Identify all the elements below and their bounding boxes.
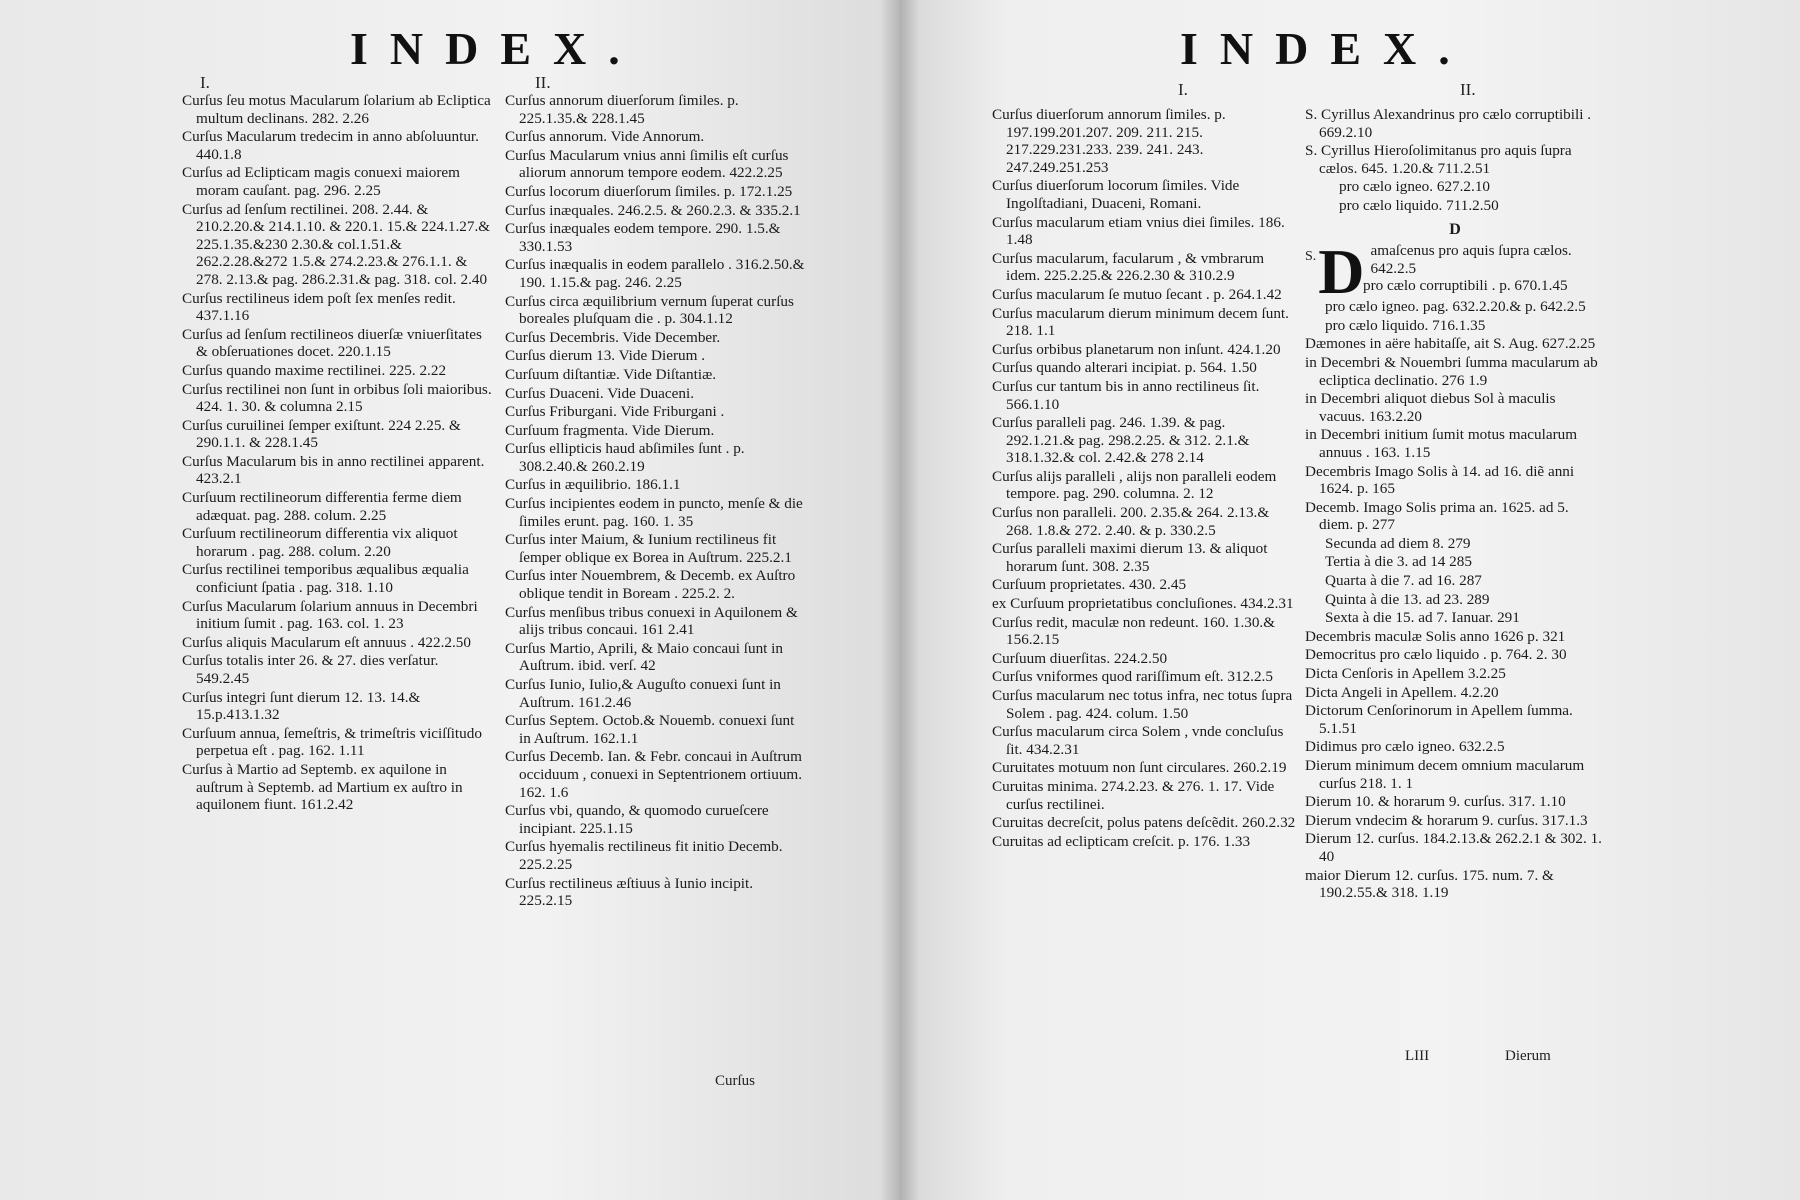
- index-entry: S. Cyrillus Alexandrinus pro cælo corruptibili . 669.2.10: [1305, 106, 1592, 141]
- index-entry: Curuitas minima. 274.2.23. & 276. 1. 17. Vide curſus rectilinei.: [992, 777, 1275, 813]
- index-entry: Curſus Iunio, Iulio,& Auguſto conuexi ſunt in Auſtrum. 161.2.46: [505, 676, 781, 711]
- index-entry: Curſuum diuerſitas. 224.2.50: [992, 649, 1168, 667]
- index-entry: pro cælo corruptibili . p. 670.1.45: [1363, 277, 1568, 295]
- index-entry: Curſus macularum circa Solem , vnde concluſus ſit. 434.2.31: [992, 723, 1284, 758]
- index-entry: Dictorum Cenſorinorum in Apellem ſumma. 5.1.51: [1305, 702, 1573, 737]
- index-entry: Curſus vbi, quando, & quomodo curueſcere incipiant. 225.1.15: [505, 802, 769, 837]
- index-entry: Curſuum rectilineorum differentia ferme diem adæquat. pag. 288. colum. 2.25: [182, 489, 462, 524]
- index-entry: Curſus inæqualis in eodem parallelo . 316.2.50.& 190. 1.15.& pag. 246. 2.25: [505, 256, 805, 291]
- index-entry: Curſus totalis inter 26. & 27. dies verſatur. 549.2.45: [182, 652, 439, 687]
- index-entry: Quinta à die 13. ad 23. 289: [1325, 590, 1490, 608]
- index-entry: Curſus ad Eclipticam magis conuexi maiorem moram cauſant. pag. 296. 2.25: [182, 164, 460, 199]
- index-entry: S. Cyrillus Hieroſolimitanus pro aquis ſupra cælos. 645. 1.20.& 711.2.51: [1305, 142, 1572, 177]
- index-entry: Curſus annorum. Vide Annorum.: [505, 128, 705, 146]
- index-entry: in Decembri & Nouembri ſumma macularum ab ecliptica declinatio. 276 1.9: [1305, 353, 1598, 389]
- index-entry: Curſus incipientes eodem in puncto, menſe & die ſimiles erunt. pag. 160. 1. 35: [505, 495, 803, 530]
- right-column-2: [1305, 106, 1605, 902]
- section-letter-d: D: [1449, 220, 1461, 238]
- index-entry: Curſus locorum diuerſorum ſimiles. p. 172.1.25: [505, 182, 793, 200]
- index-entry: Curſus Macularum vnius anni ſimilis eſt curſus aliorum annorum tempore eodem. 422.2.25: [505, 146, 789, 182]
- index-entry: Curſus quando alterari incipiat. p. 564. 1.50: [992, 359, 1257, 377]
- dropcap-prefix: S.: [1305, 249, 1317, 265]
- index-entry: Curſus paralleli pag. 246. 1.39. & pag. 292.1.21.& pag. 298.2.25. & 312. 2.1.& 318.1.32.& col. 2.42.& 278 2.14: [992, 414, 1250, 467]
- index-entry: Curſus inter Maium, & Iunium rectilineus fit ſemper oblique ex Borea in Auſtrum. 225.2.1: [505, 531, 792, 566]
- index-entry: Democritus pro cælo liquido . p. 764. 2. 30: [1305, 646, 1567, 664]
- index-entry: Curſus ad ſenſum rectilinei. 208. 2.44. & 210.2.20.& 214.1.10. & 220.1. 15.& 224.1.27.& 225.1.35.&230 2.30.& col.1.51.& 262.2.28.&272 1.5.& 274.2.23.& 276.1.1. & 278. 2.13.& pag. 286.2.31.& pag. 318. col. 2.40: [182, 200, 491, 288]
- index-entry: Curſus macularum ſe mutuo ſecant . p. 264.1.42: [992, 285, 1282, 303]
- index-entry: Curſus vniformes quod rariſſimum eſt. 312.2.5: [992, 668, 1273, 686]
- index-entry: Dicta Angeli in Apellem. 4.2.20: [1305, 683, 1499, 701]
- index-entry: Curſus Martio, Aprili, & Maio concaui ſunt in Auſtrum. ibid. verſ. 42: [505, 639, 783, 675]
- index-entry: Curſus non paralleli. 200. 2.35.& 264. 2.13.& 268. 1.8.& 272. 2.40. & p. 330.2.5: [992, 504, 1270, 539]
- index-entry: in Decembri aliquot diebus Sol à maculis vacuus. 163.2.20: [1305, 390, 1556, 425]
- index-entry: Dicta Cenſoris in Apellem 3.2.25: [1305, 665, 1506, 683]
- index-entry: Curſus Duaceni. Vide Duaceni.: [505, 384, 695, 402]
- index-entry: pro cælo liquido. 711.2.50: [1339, 196, 1499, 214]
- index-entry: Dierum minimum decem omnium macularum curſus 218. 1. 1: [1305, 757, 1585, 792]
- index-entry: Curſus à Martio ad Septemb. ex aquilone in auſtrum à Septemb. ad Martium ex auſtro in aquilonem fiunt. 161.2.42: [182, 760, 463, 814]
- index-entry: Decembris maculæ Solis anno 1626 p. 321: [1305, 627, 1566, 645]
- left-col2-label: II.: [535, 73, 551, 92]
- index-entry: Curſus integri ſunt dierum 12. 13. 14.& 15.p.413.1.32: [182, 688, 421, 724]
- index-entry: Curſus diuerſorum locorum ſimiles. Vide Ingolſtadiani, Duaceni, Romani.: [992, 177, 1240, 212]
- index-entry: Dierum vndecim & horarum 9. curſus. 317.1.3: [1305, 811, 1588, 829]
- index-entry: Curſus menſibus tribus conuexi in Aquilonem & alijs tribus concaui. 161 2.41: [505, 603, 798, 639]
- index-entry: Curſus macularum nec totus infra, nec totus ſupra Solem . pag. 424. colum. 1.50: [992, 687, 1293, 722]
- index-entry: Curſus rectilinei non ſunt in orbibus ſoli maioribus. 424. 1. 30. & columna 2.15: [182, 380, 492, 416]
- index-entry: Curſuum fragmenta. Vide Dierum.: [505, 421, 715, 439]
- index-entry: Curſuum proprietates. 430. 2.45: [992, 576, 1187, 594]
- index-entry: Dierum 12. curſus. 184.2.13.& 262.2.1 & 302. 1. 40: [1305, 830, 1602, 865]
- right-column-1: [992, 106, 1297, 850]
- index-entry: ex Curſuum proprietatibus concluſiones. 434.2.31: [992, 595, 1294, 613]
- left-column-1: [182, 92, 492, 814]
- left-page-title: INDEX.: [350, 23, 642, 74]
- index-entry: Curſus inter Nouembrem, & Decemb. ex Auſtro oblique tendit in Boream . 225.2. 2.: [505, 567, 796, 603]
- index-entry: Quarta à die 7. ad 16. 287: [1325, 572, 1482, 590]
- index-entry: Curſus dierum 13. Vide Dierum .: [505, 347, 706, 365]
- index-entry: Curſus rectilinei temporibus æqualibus æqualia conficiunt ſpatia . pag. 318. 1.10: [182, 561, 469, 597]
- index-entry: Curſus orbibus planetarum non inſunt. 424.1.20: [992, 340, 1281, 358]
- right-catchword: Dierum: [1505, 1048, 1551, 1064]
- index-entry: Curſus inæquales eodem tempore. 290. 1.5.& 330.1.53: [505, 220, 781, 255]
- index-entry: Curſus Macularum tredecim in anno abſoluuntur. 440.1.8: [182, 128, 479, 163]
- index-entry: Curſus cur tantum bis in anno rectilineus ſit. 566.1.10: [992, 377, 1260, 413]
- index-entry: Curſus quando maxime rectilinei. 225. 2.22: [182, 361, 447, 379]
- index-entry: Curſus paralleli maximi dierum 13. & aliquot horarum ſunt. 308. 2.35: [992, 540, 1268, 575]
- right-col2-label: II.: [1460, 80, 1476, 99]
- index-entry: Curſus rectilineus idem poſt ſex menſes redit. 437.1.16: [182, 289, 456, 325]
- index-entry: Curſus ad ſenſum rectilineos diuerſæ vniuerſitates & obſeruationes docet. 220.1.15: [182, 325, 482, 361]
- right-page-title: INDEX.: [1180, 23, 1472, 74]
- index-entry: Curuitas decreſcit, polus patens deſcẽdit. 260.2.32: [992, 814, 1296, 832]
- index-entry: Curſuum diſtantiæ. Vide Diſtantiæ.: [505, 365, 717, 383]
- index-entry: Curſus inæquales. 246.2.5. & 260.2.3. & 335.2.1: [505, 201, 801, 219]
- index-entry: pro cælo igneo. pag. 632.2.20.& p. 642.2.5: [1325, 298, 1586, 316]
- index-entry: Curſus Septem. Octob.& Nouemb. conuexi ſunt in Auſtrum. 162.1.1: [505, 712, 795, 747]
- index-entry: Decemb. Imago Solis prima an. 1625. ad 5. diem. p. 277: [1305, 498, 1569, 534]
- index-entry: Curſus ſeu motus Macularum ſolarium ab Ecliptica multum declinans. 282. 2.26: [182, 92, 491, 127]
- index-entry: Curſus circa æquilibrium vernum ſuperat curſus boreales pluſquam die . p. 304.1.12: [505, 292, 794, 328]
- right-col1-label: I.: [1178, 80, 1188, 99]
- index-entry: Curſus macularum etiam vnius diei ſimiles. 186. 1.48: [992, 213, 1285, 249]
- left-catchword: Curſus: [715, 1073, 756, 1089]
- index-entry: Curſus aliquis Macularum eſt annuus . 422.2.50: [182, 633, 471, 651]
- index-entry: pro cælo liquido. 716.1.35: [1325, 316, 1486, 334]
- index-entry: Curſus Decemb. Ian. & Febr. concaui in Auſtrum occiduum , conuexi in Septentrionem ortiuum. 162. 1.6: [505, 748, 803, 801]
- index-entry: pro cælo igneo. 627.2.10: [1339, 178, 1491, 196]
- index-entry: in Decembri initium ſumit motus macularum annuus . 163. 1.15: [1305, 426, 1578, 461]
- index-entry: Curſus in æquilibrio. 186.1.1: [505, 476, 681, 494]
- index-entry: maior Dierum 12. curſus. 175. num. 7. & 190.2.55.& 318. 1.19: [1305, 866, 1554, 902]
- dropcap-letter: D: [1318, 236, 1365, 308]
- index-entry: Curſus Friburgani. Vide Friburgani .: [505, 403, 725, 421]
- index-entry: Curſus curuilinei ſemper exiſtunt. 224 2.25. & 290.1.1. & 228.1.45: [182, 416, 461, 452]
- index-entry: Curſus redit, maculæ non redeunt. 160. 1.30.& 156.2.15: [992, 613, 1276, 649]
- index-entry: Curſus alijs paralleli , alijs non paralleli eodem tempore. pag. 290. columna. 2. 12: [992, 467, 1277, 503]
- index-entry: Decembris Imago Solis à 14. ad 16. diẽ anni 1624. p. 165: [1305, 462, 1575, 498]
- index-entry: Dierum 10. & horarum 9. curſus. 317. 1.10: [1305, 793, 1566, 811]
- index-entry: Curſus hyemalis rectilineus fit initio Decemb. 225.2.25: [505, 838, 783, 873]
- index-entry: Curſus Decembris. Vide December.: [505, 328, 721, 346]
- index-entry: Didimus pro cælo igneo. 632.2.5: [1305, 738, 1505, 756]
- index-entry: Curſus macularum, facularum , & vmbrarum idem. 225.2.25.& 226.2.30 & 310.2.9: [992, 249, 1265, 285]
- index-entry: Tertia à die 3. ad 14 285: [1325, 553, 1472, 571]
- left-column-2: [505, 92, 805, 910]
- dropcap-entry-text: amaſcenus pro aquis ſupra cælos. 642.2.5: [1370, 242, 1572, 277]
- index-entry: Curſus rectilineus æſtiuus à Iunio incipit. 225.2.15: [505, 874, 754, 910]
- index-entry: Curſus Macularum ſolarium annuus in Decembri initium ſumit . pag. 163. col. 1. 23: [182, 597, 478, 633]
- index-entry: Secunda ad diem 8. 279: [1325, 534, 1471, 552]
- index-entry: Curſus macularum dierum minimum decem ſunt. 218. 1.1: [992, 304, 1289, 340]
- index-entry: Curſus diuerſorum annorum ſimiles. p. 197.199.201.207. 209. 211. 215. 217.229.231.233. 239. 241. 243. 247.249.251.253: [992, 106, 1226, 176]
- right-page: [900, 0, 1800, 1200]
- index-entry: Curſuum rectilineorum differentia vix aliquot horarum . pag. 288. colum. 2.20: [182, 525, 458, 560]
- index-entry: Dæmones in aëre habitaſſe, ait S. Aug. 627.2.25: [1305, 335, 1596, 353]
- index-entry: Curſus Macularum bis in anno rectilinei apparent. 423.2.1: [182, 452, 485, 488]
- index-entry: Curſus annorum diuerſorum ſimiles. p. 225.1.35.& 228.1.45: [505, 92, 739, 127]
- left-col1-label: I.: [200, 73, 210, 92]
- index-entry: Sexta à die 15. ad 7. Ianuar. 291: [1325, 609, 1520, 627]
- index-entry: Curſuum annua, ſemeſtris, & trimeſtris viciſſitudo perpetua eſt . pag. 162. 1.11: [182, 724, 482, 760]
- index-entry: Curuitas ad eclipticam creſcit. p. 176. 1.33: [992, 832, 1251, 850]
- signature-mark: LIII: [1405, 1048, 1430, 1064]
- index-entry: Curſus ellipticis haud abſimiles ſunt . p. 308.2.40.& 260.2.19: [505, 440, 745, 475]
- index-entry: Curuitates motuum non ſunt circulares. 260.2.19: [992, 759, 1287, 777]
